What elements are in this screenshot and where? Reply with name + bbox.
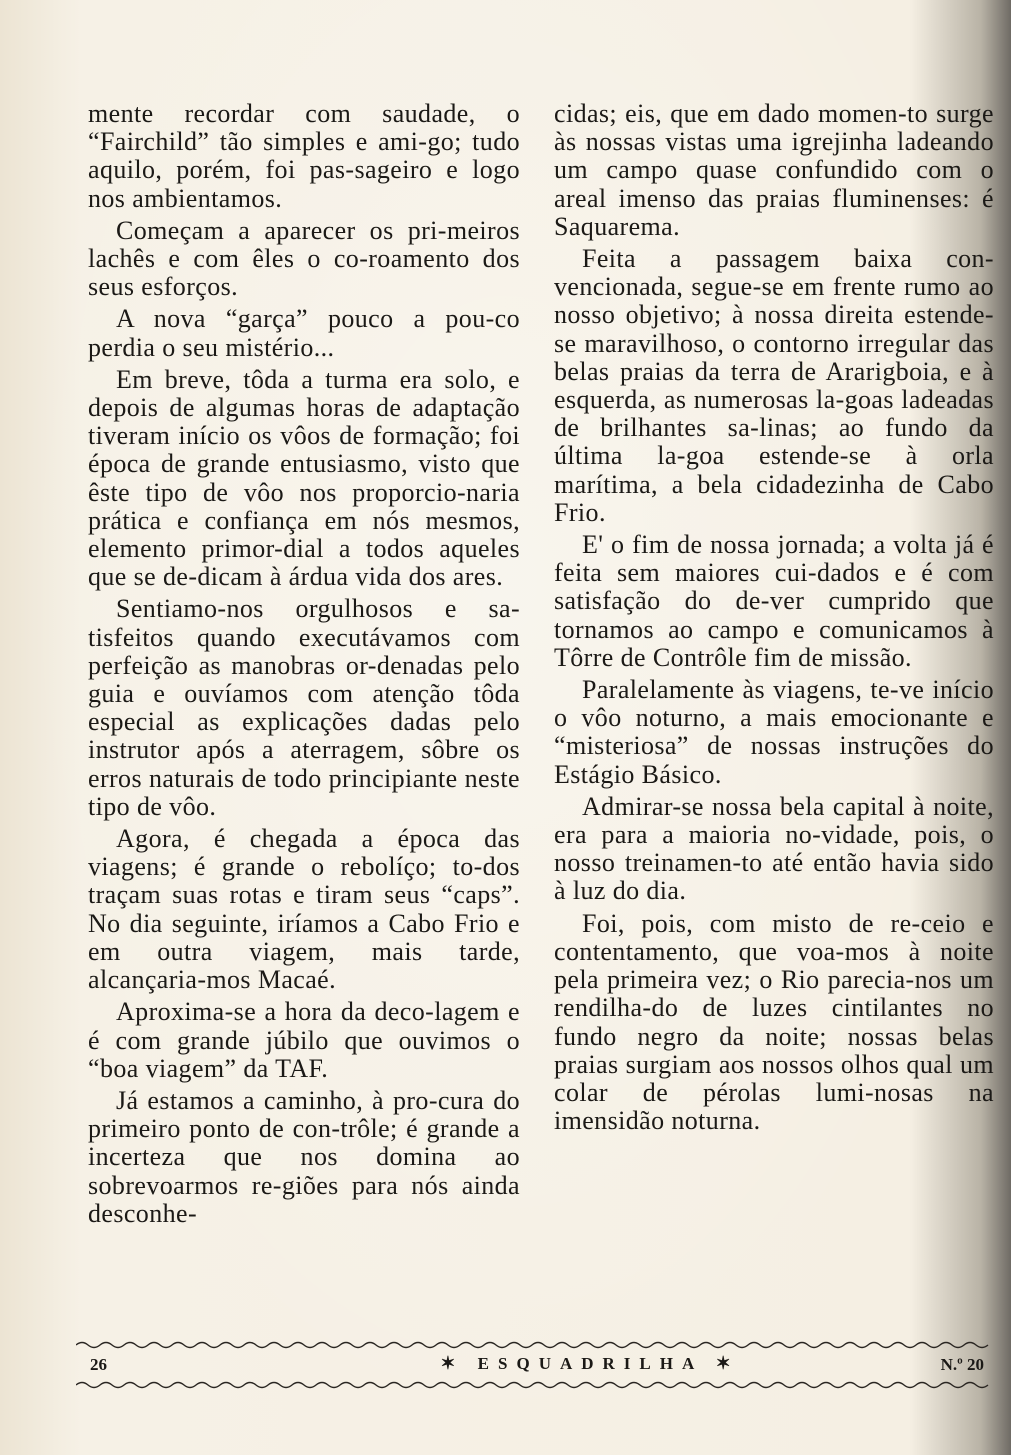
- paragraph: Sentiamo-nos orgulhosos e sa-tisfeitos quando executávamos com perfeição as manobras or-denadas pelo guia e ouvíamos com atenção tôda especial as explicações dadas pelo instrutor após a aterragem, sôbre os erros naturais de todo principiante neste tipo de vôo.: [88, 594, 520, 821]
- star-icon: ✶: [715, 1353, 740, 1373]
- paragraph: Já estamos a caminho, à pro-cura do primeiro ponto de con-trôle; é grande a incerteza que nos domina ao sobrevoarmos re-giões para nós ainda desconhe-: [88, 1085, 520, 1228]
- paragraph: Paralelamente às viagens, te-ve início o vôo noturno, a mais emocionante e “misteriosa” de nossas instruções do Estágio Básico.: [554, 675, 994, 789]
- issue-number: N.º 20: [940, 1355, 984, 1374]
- page-footer: [90, 1353, 990, 1379]
- paragraph: A nova “garça” pouco a pou-co perdia o seu mistério...: [88, 304, 520, 362]
- left-text-column: [88, 100, 520, 1228]
- magazine-title: [380, 1353, 800, 1374]
- paragraph: Começam a aparecer os pri-meiros lachês e com êles o co-roamento dos seus esforços.: [88, 215, 520, 302]
- footer-wavy-rule-top: [76, 1340, 991, 1350]
- page-number: 26: [90, 1355, 107, 1374]
- paragraph: E' o fim de nossa jornada; a volta já é feita sem maiores cui-dados e é com satisfação do de-ver cumprido que tornamos ao campo e comunicamos à Tôrre de Contrôle fim de missão.: [554, 530, 994, 672]
- paragraph: Em breve, tôda a turma era solo, e depois de algumas horas de adaptação tiveram início os vôos de formação; foi época de grande entusiasmo, visto que êste tipo de vôo nos proporcio-naria prática e confiança em nós mesmos, elemento primor-dial a todos aqueles que se de-dicam à árdua vida dos ares.: [88, 364, 520, 592]
- star-icon: ✶: [440, 1353, 465, 1373]
- paragraph: Aproxima-se a hora da deco-lagem e é com grande júbilo que ouvimos o “boa viagem” da TAF.: [88, 997, 520, 1083]
- magazine-name: ESQUADRILHA: [477, 1354, 703, 1373]
- paragraph: Agora, é chegada a época das viagens; é grande o rebolíço; to-dos traçam suas rotas e tiram seus “caps”. No dia seguinte, iríamos a Cabo Frio e em outra viagem, mais tarde, alcançaria-mos Macaé.: [88, 824, 520, 995]
- paragraph: mente recordar com saudade, o “Fairchild” tão simples e ami-go; tudo aquilo, porém, foi pas-sageiro e logo nos ambientamos.: [88, 99, 520, 213]
- paragraph: Foi, pois, com misto de re-ceio e contentamento, que voa-mos à noite pela primeira vez; o Rio parecia-nos um rendilha-do de luzes cintilantes no fundo negro da noite; nossas belas praias surgiam aos nossos olhos qual um colar de pérolas lumi-nosas na imensidão noturna.: [554, 908, 994, 1136]
- paragraph: cidas; eis, que em dado momen-to surge às nossas vistas uma igrejinha ladeando um campo quase confundido com o areal imenso das praias fluminenses: é Saquarema.: [554, 99, 994, 241]
- right-text-column: [554, 100, 994, 1135]
- paragraph: Admirar-se nossa bela capital à noite, era para a maioria no-vidade, pois, o nosso treinamen-to até então havia sido à luz do dia.: [554, 791, 994, 906]
- footer-wavy-rule-bottom: [76, 1380, 991, 1390]
- paragraph: Feita a passagem baixa con-vencionada, segue-se em frente rumo ao nosso objetivo; à nossa direita estende-se maravilhoso, o contorno irregular das belas praias da terra de Ararigboia, e à esquerda, as numerosas la-goas ladeadas de brilhantes sa-linas; ao fundo da última la-goa estende-se à orla marítima, a bela cidadezinha de Cabo Frio.: [554, 244, 994, 527]
